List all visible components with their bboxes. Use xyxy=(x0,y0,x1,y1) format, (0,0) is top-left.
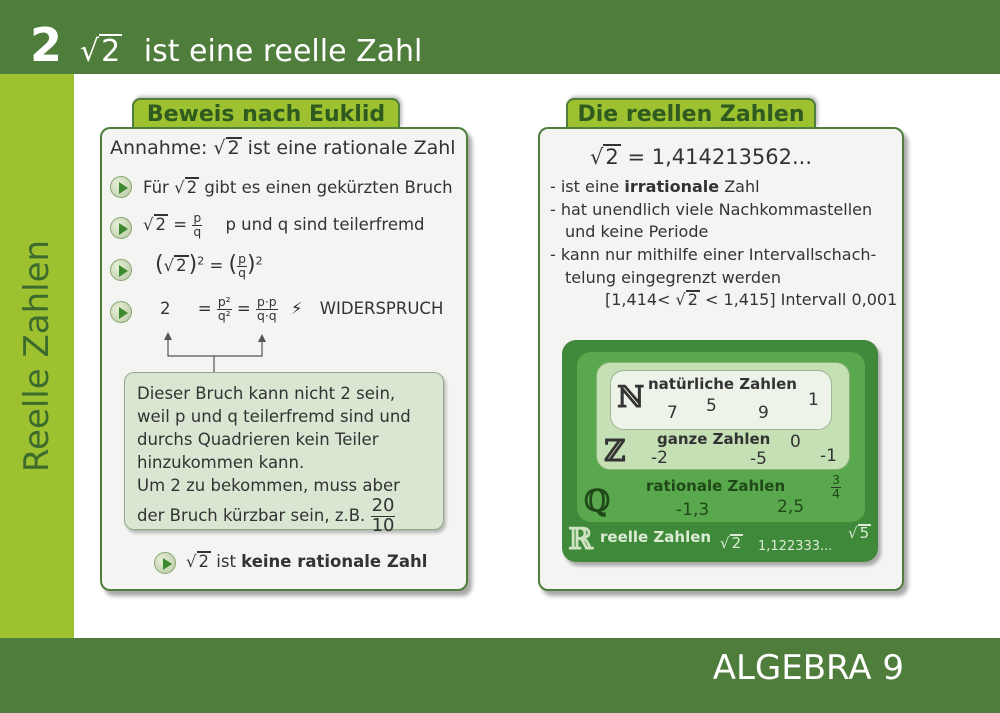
step-3: (√ 2)$^2$ = ( $\frac{p}{q}$ )$^2$ xyxy=(155,252,263,280)
bullet-2: - hat unendlich viele Nachkommastellen xyxy=(550,200,873,219)
sidebar-label: Reelle Zahlen xyxy=(17,239,57,473)
chapter-number: 2 xyxy=(30,18,63,72)
real-numbers-symbol: ℝ xyxy=(568,522,593,557)
real-number-sqrt5: √ 5 xyxy=(848,524,870,542)
integer: 0 xyxy=(790,432,801,452)
real-numbers-label: reelle Zahlen xyxy=(600,528,712,546)
bullet-3-cont: telung eingegrenzt werden xyxy=(565,268,782,287)
title-text: ist eine reelle Zahl xyxy=(143,34,423,69)
play-icon xyxy=(154,552,176,574)
step-1: Für √ 2 gibt es einen gekürzten Bruch xyxy=(143,178,453,197)
natural-number: 9 xyxy=(758,403,769,423)
rational-number: -1,3 xyxy=(676,500,710,520)
natural-number: 1 xyxy=(808,390,819,410)
step-4: 2 = $\frac{\text{p²}}{\text{q²}}$ = $\frac{p\cdot p}{q\cdot q}$ ⚡ WIDERSPRUCH xyxy=(160,295,444,323)
integer: -2 xyxy=(651,448,668,468)
integers-label: ganze Zahlen xyxy=(657,430,771,448)
integers-symbol: ℤ xyxy=(604,434,626,469)
lightning-icon: ⚡ xyxy=(290,298,303,318)
integer: -5 xyxy=(750,449,767,469)
real-number-sqrt2: √ 2 xyxy=(720,534,742,552)
natural-number: 5 xyxy=(706,396,717,416)
interval: [1,414< √ 2 < 1,415] Intervall 0,001 xyxy=(605,290,898,309)
step-2: √ 2 = $\frac{p}{q}$ p und q sind teilerfremd xyxy=(143,211,425,239)
real-number-decimal: 1,122333... xyxy=(758,539,833,554)
conclusion: √ 2 ist keine rationale Zahl xyxy=(186,552,428,571)
rational-numbers-label: rationale Zahlen xyxy=(646,477,786,495)
assumption: Annahme: √ 2 ist eine rationale Zahl xyxy=(110,137,456,159)
tab-reelle-zahlen: Die reellen Zahlen xyxy=(566,98,816,128)
sqrt2-value: √2 = 1,414213562... xyxy=(590,145,813,169)
footer-label: ALGEBRA 9 xyxy=(712,648,904,688)
title-radicand: 2 xyxy=(101,34,121,69)
chapter-title: √2 ist eine reelle Zahl xyxy=(80,34,423,69)
natural-number: 7 xyxy=(667,403,678,423)
rational-number: 2,5 xyxy=(777,497,805,517)
rational-fraction: $\frac{3}{4}$ xyxy=(832,473,841,503)
bullet-2-cont: und keine Periode xyxy=(565,222,709,241)
explanation-box: Dieser Bruch kann nicht 2 sein, weil p und q teilerfremd sind und durchs Quadrieren kein Teiler hinzukommen kann. Um 2 zu bekommen, muss aber der Bruch kürzbar sein, z.B. $\frac{20}{10}$ xyxy=(124,372,444,530)
natural-numbers-symbol: ℕ xyxy=(617,380,645,415)
integer: -1 xyxy=(820,446,837,466)
bullet-3: - kann nur mithilfe einer Intervallschach- xyxy=(550,245,877,264)
bullet-1: - ist eine irrationale Zahl xyxy=(550,177,760,196)
tab-beweis: Beweis nach Euklid xyxy=(132,98,400,128)
rational-numbers-symbol: ℚ xyxy=(584,484,611,519)
natural-numbers-label: natürliche Zahlen xyxy=(648,375,797,393)
